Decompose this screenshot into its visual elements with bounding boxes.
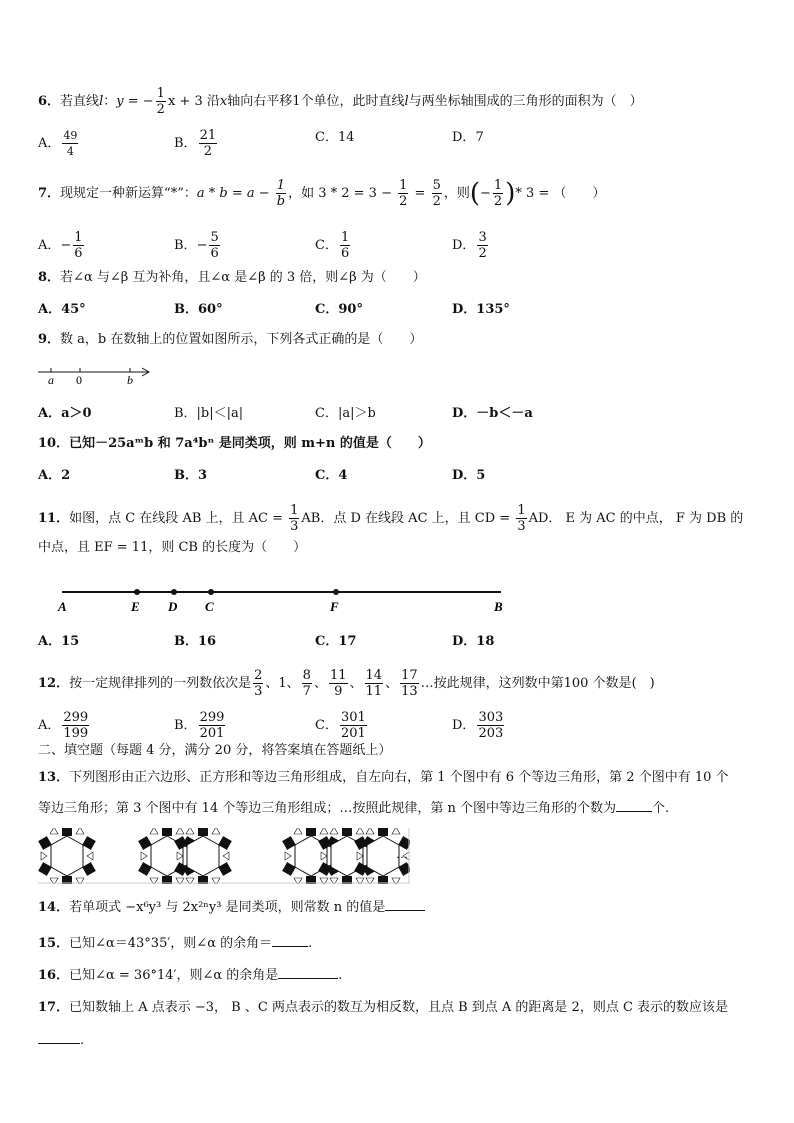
q16-stem: 16．已知∠α = 36°14′，则∠α 的余角是 . bbox=[38, 968, 343, 983]
q15-stem: 15．已知∠α＝43°35′，则∠α 的余角＝ . bbox=[38, 936, 313, 951]
q11-option-d[interactable]: D．18 bbox=[452, 634, 495, 649]
q6-option-b[interactable]: B． $\frac{21}{2}$ bbox=[174, 128, 217, 159]
q10-stem: 10．已知－25aᵐb 和 7a⁴bⁿ 是同类项，则 m+n 的值是（ ） bbox=[38, 436, 431, 451]
q17-stem-line2: . bbox=[38, 1031, 84, 1051]
ellipsis: … bbox=[396, 847, 408, 861]
label-F: F bbox=[330, 599, 339, 614]
label-D: D bbox=[168, 599, 178, 614]
q8-option-b[interactable]: B．60° bbox=[174, 302, 223, 317]
q6-option-d[interactable]: D．7 bbox=[452, 130, 484, 145]
q9-option-c[interactable]: C．|a|＞b bbox=[315, 406, 376, 421]
label-B: B bbox=[494, 599, 503, 614]
q8-option-c[interactable]: C．90° bbox=[315, 302, 363, 317]
q10-option-d[interactable]: D．5 bbox=[452, 468, 486, 483]
q11-segment-figure bbox=[52, 582, 512, 618]
q12-option-d[interactable]: D． $\frac{303}{203}$ bbox=[452, 710, 504, 741]
q12-stem: 12．按一定规律排列的一列数依次是 $\frac{2}{3}$ 、1、 $\frac{8}{7}$ 、 $\frac{11}{9}$ 、 $\frac{14}{11}$ 、 $\frac{17}{13}$ …按此规律，这列数中第100 个数是( ) bbox=[38, 668, 655, 699]
point-b-label: b bbox=[127, 373, 133, 387]
q6-option-c[interactable]: C．14 bbox=[315, 130, 355, 145]
q11-option-c[interactable]: C．17 bbox=[315, 634, 357, 649]
pattern-3 bbox=[282, 828, 410, 884]
q7-option-d[interactable]: D． $\frac{3}{2}$ bbox=[452, 230, 487, 261]
pattern-2 bbox=[138, 828, 232, 884]
fraction: $\frac{1}{2}$ bbox=[156, 86, 165, 117]
q14-stem: 14．若单项式 −x⁶y³ 与 2x²ⁿy³ 是同类项，则常数 n 的值是 bbox=[38, 898, 425, 918]
q7-option-c[interactable]: C． $\frac{1}{6}$ bbox=[315, 230, 350, 261]
q11-stem: 11．如图，点 C 在线段 AB 上，且 AC = $\frac{1}{3}$ AB．点 D 在线段 AC 上，且 CD = $\frac{1}{3}$ AD． E 为 AC 的中点， F 为 DB 的 bbox=[38, 503, 744, 534]
label-A: A bbox=[58, 599, 67, 614]
q7-option-a[interactable]: A．− $\frac{1}{6}$ bbox=[38, 230, 83, 261]
q13-stem-line2: 等边三角形；第 3 个图中有 14 个等边三角形组成；…按照此规律，第 n 个图中等边三角形的个数为 个. bbox=[38, 801, 670, 816]
q13-stem: 13．下列图形由正六边形、正方形和等边三角形组成，自左向右，第 1 个图中有 6 个等边三角形，第 2 个图中有 10 个 bbox=[38, 770, 729, 785]
label-E: E bbox=[131, 599, 140, 614]
q12-option-c[interactable]: C． $\frac{301}{201}$ bbox=[315, 710, 366, 741]
q7-option-b[interactable]: B．− $\frac{5}{6}$ bbox=[174, 230, 219, 261]
q10-option-c[interactable]: C．4 bbox=[315, 468, 348, 483]
q12-option-a[interactable]: A． $\frac{299}{199}$ bbox=[38, 710, 89, 741]
q11-option-a[interactable]: A．15 bbox=[38, 634, 80, 649]
q9-option-d[interactable]: D．－b＜－a bbox=[452, 406, 533, 421]
point-a-label: a bbox=[48, 373, 54, 387]
q9-stem: 9．数 a，b 在数轴上的位置如图所示，下列各式正确的是（ ） bbox=[38, 332, 423, 347]
q6-option-a[interactable]: A． $\frac{49}{4}$ bbox=[38, 129, 78, 158]
section-heading: 二、填空题（每题 4 分，满分 20 分，将答案填在答题纸上） bbox=[38, 743, 392, 758]
q11-stem-line2: 中点，且 EF = 11，则 CB 的长度为（ ） bbox=[38, 540, 307, 555]
q8-stem: 8．若∠α 与∠β 互为补角，且∠α 是∠β 的 3 倍，则∠β 为（ ） bbox=[38, 270, 426, 285]
q10-option-b[interactable]: B．3 bbox=[174, 468, 208, 483]
q10-option-a[interactable]: A．2 bbox=[38, 468, 71, 483]
q9-number-line bbox=[36, 362, 156, 388]
q17-stem: 17．已知数轴上 A 点表示 −3， B 、C 两点表示的数互为相反数，且点 B 到点 A 的距离是 2，则点 C 表示的数应该是 bbox=[38, 1000, 729, 1015]
q8-option-a[interactable]: A．45° bbox=[38, 302, 86, 317]
label-C: C bbox=[205, 599, 214, 614]
q13-pattern-figure bbox=[38, 828, 410, 884]
q11-option-b[interactable]: B．16 bbox=[174, 634, 217, 649]
q9-option-b[interactable]: B．|b|＜|a| bbox=[174, 406, 244, 421]
pattern-1 bbox=[38, 828, 96, 884]
q8-option-d[interactable]: D．135° bbox=[452, 302, 510, 317]
q12-option-b[interactable]: B． $\frac{299}{201}$ bbox=[174, 710, 225, 741]
zero-label: 0 bbox=[76, 373, 82, 387]
q6-stem: 6．若直线l：y = − $\frac{1}{2}$ x + 3 沿x轴向右平移1个单位，此时直线l与两坐标轴围成的三角形的面积为（ ） bbox=[38, 86, 643, 117]
q7-stem: 7．现规定一种新运算“*”：a * b = a − $\frac{1}{b}$ ，如 3 * 2 = 3 − $\frac{1}{2}$ = $\frac{5}{2}$ ，则(− $\frac{1}{2}$ )* 3 = （ ） bbox=[38, 178, 606, 209]
q9-option-a[interactable]: A．a＞0 bbox=[38, 406, 92, 421]
